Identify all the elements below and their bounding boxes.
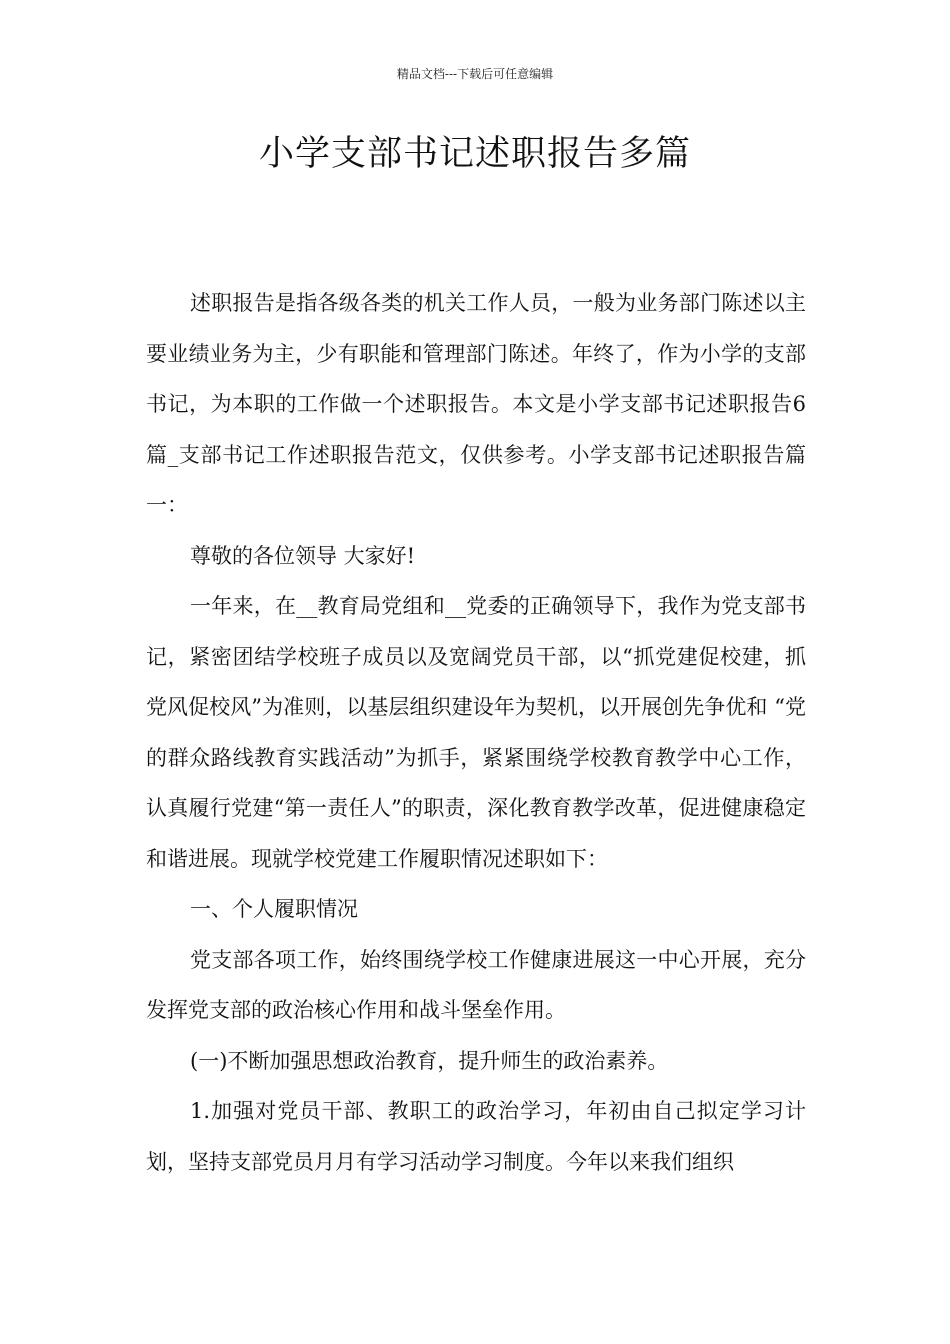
document-title: 小学支部书记述职报告多篇 bbox=[258, 134, 691, 174]
paragraph-item-1: 1.加强对党员干部、教职工的政治学习，年初由自己拟定学习计划，坚持支部党员月月有学习活动学习制度。今年以来我们组织 bbox=[146, 1099, 806, 1174]
subsection-heading: (一)不断加强思想政治教育，提升师生的政治素养。 bbox=[190, 1048, 669, 1073]
paragraph-greeting: 尊敬的各位领导 大家好! bbox=[190, 543, 416, 568]
paragraph-intro: 述职报告是指各级各类的机关工作人员，一般为业务部门陈述以主要业绩业务为主，少有职能和管理部门陈述。年终了，作为小学的支部书记，为本职的工作做一个述职报告。本文是小学支部书记述职报告6篇_支部书记工作述职报告范文，仅供参考。小学支部书记述职报告篇一： bbox=[146, 291, 806, 517]
document-body bbox=[146, 278, 806, 1187]
header-note: 精品文档---下载后可任意编辑 bbox=[396, 67, 554, 81]
paragraph-overview: 一年来，在__教育局党组和__党委的正确领导下，我作为党支部书记，紧密团结学校班子成员以及宽阔党员干部，以“抓党建促校建，抓党风促校风”为准则，以基层组织建设年为契机，以开展创先争优和 “党的群众路线教育实践活动”为抓手，紧紧围绕学校教育教学中心工作，认真履行党建“第一责任人”的职责，深化教育教学改革，促进健康稳定和谐进展。现就学校党建工作履职情况述职如下： bbox=[146, 594, 806, 871]
section-heading: 一、个人履职情况 bbox=[190, 897, 358, 921]
paragraph-section-summary: 党支部各项工作，始终围绕学校工作健康进展这一中心开展，充分发挥党支部的政治核心作用和战斗堡垒作用。 bbox=[146, 947, 806, 1022]
